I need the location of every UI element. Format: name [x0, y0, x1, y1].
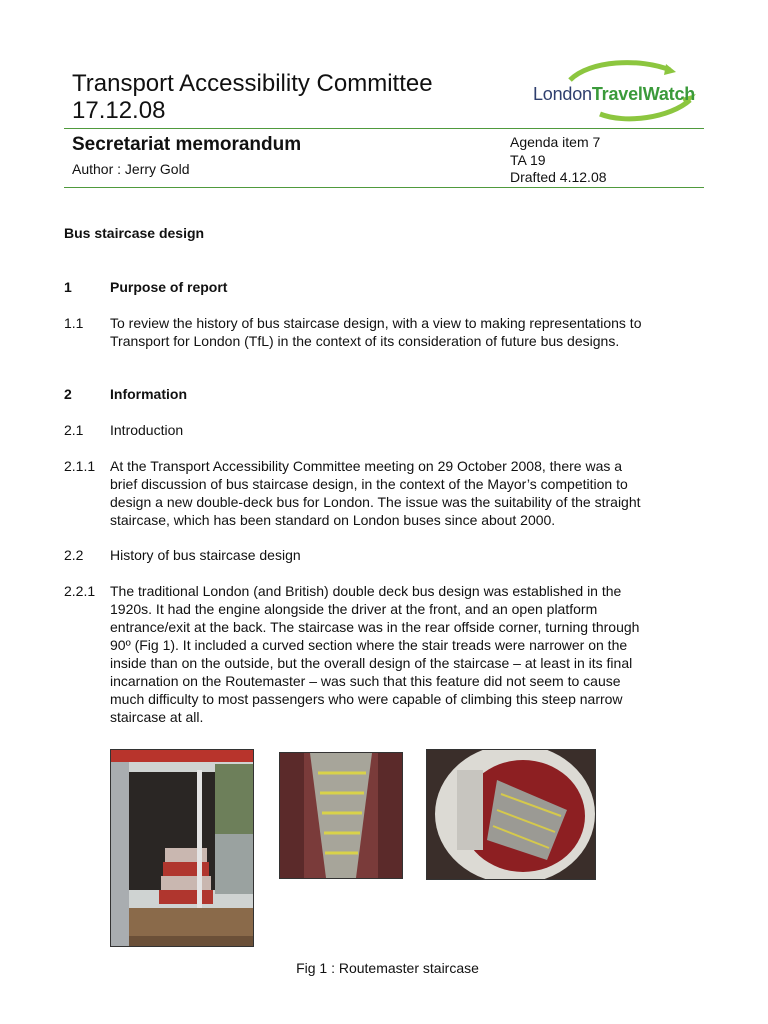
routemaster-platform-photo	[110, 749, 254, 947]
drafted-date: Drafted 4.12.08	[510, 169, 607, 185]
para-line: brief discussion of bus staircase design, in the context of the Mayor’s competition to	[110, 476, 628, 492]
header-bottom-rule	[64, 187, 704, 188]
londontravelwatch-logo	[530, 58, 705, 128]
logo-text-london: London	[533, 84, 592, 104]
staircase-lower-photo	[279, 752, 403, 879]
para-line: entrance/exit at the back. The staircase was in the rear offside corner, turning through	[110, 619, 640, 635]
section-2-2-heading: History of bus staircase design	[110, 547, 301, 563]
meeting-date: 17.12.08	[72, 97, 166, 124]
staircase-from-above-photo	[426, 749, 596, 880]
para-2-1-1-number: 2.1.1	[64, 458, 96, 474]
para-line: At the Transport Accessibility Committee meeting on 29 October 2008, there was a	[110, 458, 623, 474]
para-1-1-number: 1.1	[64, 315, 84, 331]
para-line: incarnation on the Routemaster – was such that this feature did not seem to cause	[110, 673, 621, 689]
section-2-2-number: 2.2	[64, 547, 84, 563]
figure-caption: Fig 1 : Routemaster staircase	[296, 960, 479, 976]
para-line: inside than on the outside, but the overall design of the staircase – at least in its final	[110, 655, 633, 671]
para-line: The traditional London (and British) double deck bus design was established in the	[110, 583, 622, 599]
para-2-2-1	[110, 582, 710, 726]
para-line: design a new double-deck bus for London. The issue was the suitability of the straight	[110, 494, 641, 510]
section-2-number: 2	[64, 386, 72, 402]
logo-text-travelwatch: TravelWatch	[591, 84, 696, 104]
ta-reference: TA 19	[510, 151, 546, 168]
para-2-1-1	[110, 457, 710, 529]
committee-title	[72, 70, 433, 124]
agenda-item: Agenda item 7	[510, 134, 601, 150]
para-line: To review the history of bus staircase design, with a view to making representations to	[110, 315, 642, 331]
section-1-heading: Purpose of report	[110, 279, 228, 295]
section-2-1-heading: Introduction	[110, 422, 184, 438]
para-line: Transport for London (TfL) in the context of its consideration of future bus designs.	[110, 333, 620, 349]
para-2-2-1-number: 2.2.1	[64, 583, 96, 599]
header-top-rule	[64, 128, 704, 129]
para-line: staircase at all.	[110, 709, 204, 725]
para-line: staircase, which has been standard on London buses since about 2000.	[110, 512, 556, 528]
logo-wordmark	[533, 84, 695, 105]
para-line: much difficulty to most passengers who were capable of climbing this steep narrow	[110, 691, 623, 707]
document-title: Bus staircase design	[64, 225, 205, 241]
section-2-heading: Information	[110, 386, 187, 402]
memo-title: Secretariat memorandum	[72, 134, 302, 155]
author: Author : Jerry Gold	[72, 161, 190, 177]
para-1-1	[110, 314, 710, 350]
agenda-block	[510, 134, 607, 187]
committee-name: Transport Accessibility Committee	[72, 70, 433, 97]
para-line: 90º (Fig 1). It included a curved section where the stair treads were narrower on the	[110, 637, 628, 653]
para-line: 1920s. It had the engine alongside the driver at the front, and an open platform	[110, 601, 598, 617]
section-2-1-number: 2.1	[64, 422, 84, 438]
section-1-number: 1	[64, 279, 72, 295]
